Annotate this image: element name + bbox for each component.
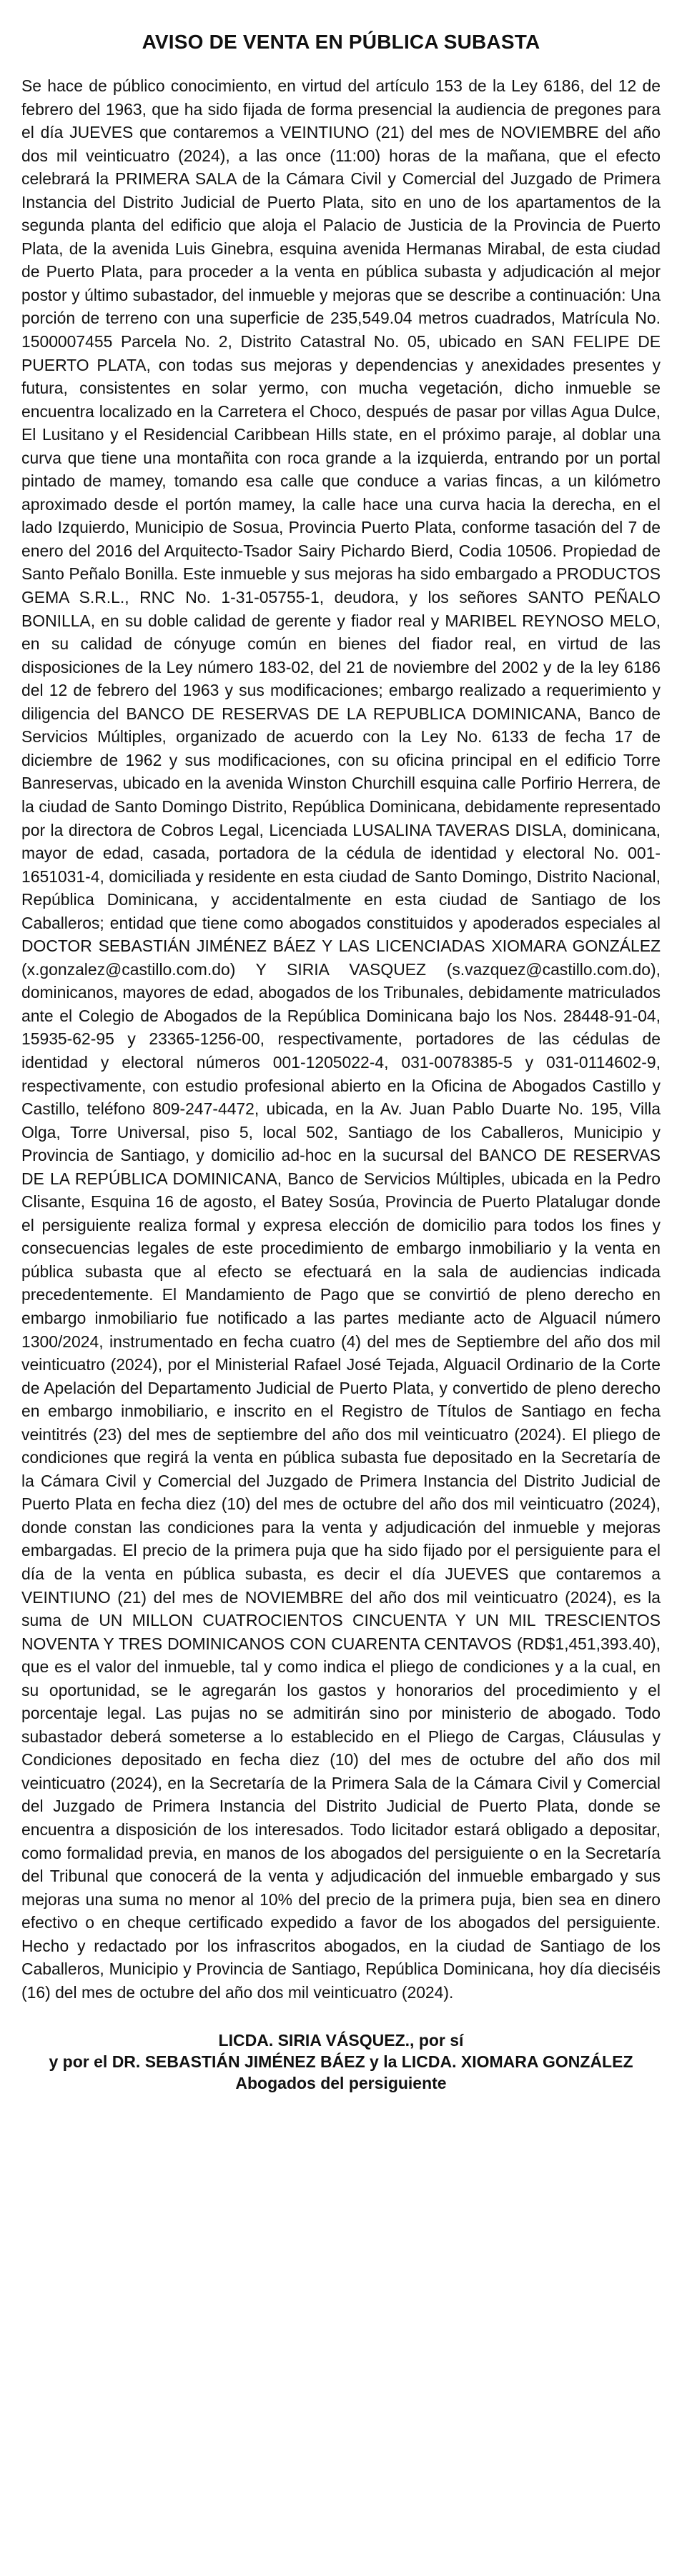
notice-body: Se hace de público conocimiento, en virtud del artículo 153 de la Ley 6186, del 12 de febrero del 1963, que ha sido fijada de forma presencial la audiencia de pregones para el día JUEVES que contaremos a VEINTIUNO (21) del mes de NOVIEMBRE del año dos mil veinticuatro (2024), a las once (11:00) horas de la mañana, que el efecto celebrará la PRIMERA SALA de la Cámara Civil y Comercial del Juzgado de Primera Instancia del Distrito Judicial de Puerto Plata, sito en uno de los apartamentos de la segunda planta del edificio que aloja el Palacio de Justicia de la Provincia de Puerto Plata, de la avenida Luis Ginebra, esquina avenida Hermanas Mirabal, de esta ciudad de Puerto Plata, para proceder a la venta en pública subasta y adjudicación al mejor postor y último subastador, del inmueble y mejoras que se describe a continuación: Una porción de terreno con una superficie de 235,549.04 metros cuadrados, Matrícula No. 1500007455 Parcela No. 2, Distrito Catastral No. 05, ubicado en SAN FELIPE DE PUERTO PLATA, con todas sus mejoras y dependencias y anexidades presentes y futura, consistentes en solar yermo, con mucha vegetación, dicho inmueble se encuentra localizado en la Carretera el Choco, después de pasar por villas Agua Dulce, El Lusitano y el Residencial Caribbean Hills state, en el próximo paraje, al doblar una curva que tiene una montañita con roca grande a la izquierda, entrando por un portal pintado de mamey, tomando esa calle que conduce a varias fincas, a un kilómetro aproximado desde el portón mamey, la calle hace una curva hacia la derecha, en el lado Izquierdo, Municipio de Sosua, Provincia Puerto Plata, conforme tasación del 7 de enero del 2016 del Arquitecto-Tsador Sairy Pichardo Bierd, Codia 10506. Propiedad de Santo Peñalo Bonilla. Este inmueble y sus mejoras ha sido embargado a PRODUCTOS GEMA S.R.L., RNC No. 1-31-05755-1, deudora, y los señores SANTO PEÑALO BONILLA, en su doble calidad de gerente y fiador real y MARIBEL REYNOSO MELO, en su calidad de cónyuge común en bienes del fiador real, en virtud de las disposiciones de la Ley número 183-02, del 21 de noviembre del 2002 y de la ley 6186 del 12 de febrero del 1963 y sus modificaciones; embargo realizado a requerimiento y diligencia del BANCO DE RESERVAS DE LA REPUBLICA DOMINICANA, Banco de Servicios Múltiples, organizado de acuerdo con la Ley No. 6133 de fecha 17 de diciembre de 1962 y sus modificaciones, con su oficina principal en el edificio Torre Banreservas, ubicado en la avenida Winston Churchill esquina calle Porfirio Herrera, de la ciudad de Santo Domingo Distrito, República Dominicana, debidamente representado por la directora de Cobros Legal, Licenciada LUSALINA TAVERAS DISLA, dominicana, mayor de edad, casada, portadora de la cédula de identidad y electoral No. 001-1651031-4, domiciliada y residente en esta ciudad de Santo Domingo, Distrito Nacional, República Dominicana, y accidentalmente en esta ciudad de Santiago de los Caballeros; entidad que tiene como abogados constituidos y apoderados especiales al DOCTOR SEBASTIÁN JIMÉNEZ BÁEZ Y LAS LICENCIADAS XIOMARA GONZÁLEZ (x.gonzalez@castillo.com.do) Y SIRIA VASQUEZ (s.vazquez@castillo.com.do), dominicanos, mayores de edad, abogados de los Tribunales, debidamente matriculados ante el Colegio de Abogados de la República Dominicana bajo los Nos. 28448-91-04, 15935-62-95 y 23365-1256-00, respectivamente, portadores de las cédulas de identidad y electoral números 001-1205022-4, 031-0078385-5 y 031-0114602-9, respectivamente, con estudio profesional abierto en la Oficina de Abogados Castillo y Castillo, teléfono 809-247-4472, ubicada, en la Av. Juan Pablo Duarte No. 195, Villa Olga, Torre Universal, piso 5, local 502, Santiago de los Caballeros, Municipio y Provincia de Santiago, y domicilio ad-hoc en la sucursal del BANCO DE RESERVAS DE LA REPÚBLICA DOMINICANA, Banco de Servicios Múltiples, ubicada en la Pedro Clisante, Esquina 16 de agosto, el Batey Sosúa, Provincia de Puerto Platalugar donde el persiguiente realiza formal y expresa elección de domicilio para todos los fines y consecuencias legales de este procedimiento de embargo inmobiliario y la venta en pública subasta que al efecto se efectuará en la sala de audiencias indicada precedentemente. El Mandamiento de Pago que se convirtió de pleno derecho en embargo inmobiliario fue notificado a las partes mediante acto de Alguacil número 1300/2024, instrumentado en fecha cuatro (4) del mes de Septiembre del año dos mil veinticuatro (2024), por el Ministerial Rafael José Tejada, Alguacil Ordinario de la Corte de Apelación del Departamento Judicial de Puerto Plata, y convertido de pleno derecho en embargo inmobiliario, e inscrito en el Registro de Títulos de Santiago en fecha veintitrés (23) del mes de septiembre del año dos mil veinticuatro (2024). El pliego de condiciones que regirá la venta en pública subasta fue depositado en la Secretaría de la Cámara Civil y Comercial del Juzgado de Primera Instancia del Distrito Judicial de Puerto Plata en fecha diez (10) del mes de octubre del año dos mil veinticuatro (2024), donde constan las condiciones para la venta y adjudicación del inmueble y mejoras embargadas. El precio de la primera puja que ha sido fijado por el persiguiente para el día de la venta en pública subasta, es decir el día JUEVES que contaremos a VEINTIUNO (21) del mes de NOVIEMBRE del año dos mil veinticuatro (2024), es la suma de UN MILLON CUATROCIENTOS CINCUENTA Y UN MIL TRESCIENTOS NOVENTA Y TRES DOMINICANOS CON CUARENTA CENTAVOS (RD$1,451,393.40), que es el valor del inmueble, tal y como indica el pliego de condiciones y a la cual, en su oportunidad, se le agregarán los gastos y honorarios del procedimiento y el porcentaje legal. Las pujas no se admitirán sino por ministerio de abogado. Todo subastador deberá someterse a lo establecido en el Pliego de Cargas, Cláusulas y Condiciones depositado en fecha diez (10) del mes de octubre del año dos mil veinticuatro (2024), en la Secretaría de la Primera Sala de la Cámara Civil y Comercial del Juzgado de Primera Instancia del Distrito Judicial de Puerto Plata, donde se encuentra a disposición de los interesados. Todo licitador estará obligado a depositar, como formalidad previa, en manos de los abogados del persiguiente o en la Secretaría del Tribunal que conocerá de la venta y adjudicación del inmueble embargado y sus mejoras una suma no menor al 10% del precio de la primera puja, bien sea en dinero efectivo o en cheque certificado expedido a favor de los abogados del persiguiente. Hecho y redactado por los infrascritos abogados, en la ciudad de Santiago de los Caballeros, Municipio y Provincia de Santiago, República Dominicana, hoy día dieciséis (16) del mes de octubre del año dos mil veinticuatro (2024). [21, 76, 661, 2002]
signature-block [21, 2030, 661, 2094]
notice-title: AVISO DE VENTA EN PÚBLICA SUBASTA [142, 31, 540, 53]
signature-line-3: Abogados del persiguiente [235, 2074, 447, 2093]
signature-line-2: y por el DR. SEBASTIÁN JIMÉNEZ BÁEZ y la LICDA. XIOMARA GONZÁLEZ [49, 2052, 633, 2072]
signature-line-1: LICDA. SIRIA VÁSQUEZ., por sí [218, 2031, 464, 2050]
